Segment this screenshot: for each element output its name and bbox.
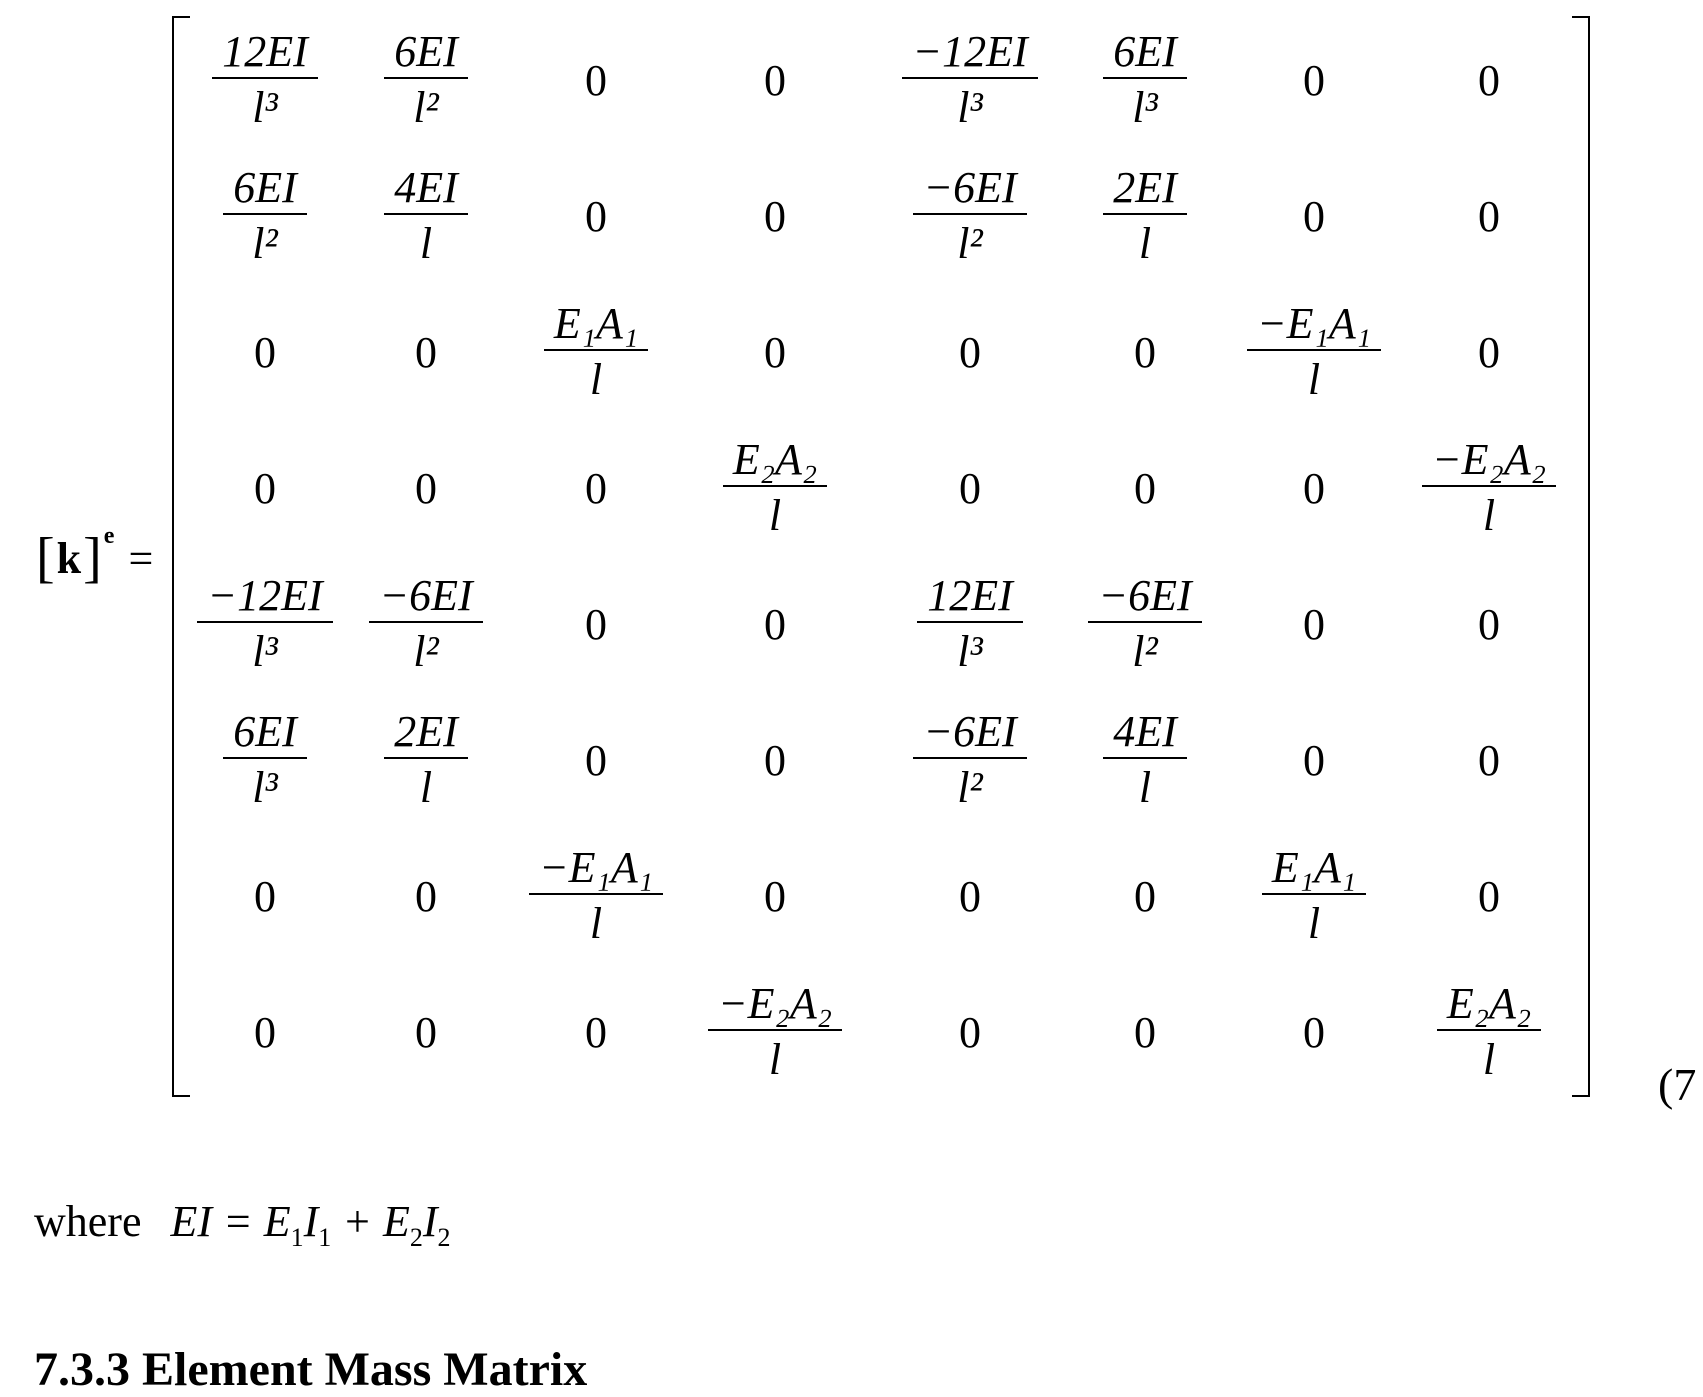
matrix-cell — [340, 964, 512, 1100]
where-equals: = — [212, 1197, 264, 1246]
matrix-cell — [680, 12, 870, 148]
matrix-cell — [190, 964, 340, 1100]
fraction-numerator: E₂A₂ — [1437, 981, 1541, 1031]
fraction — [723, 434, 827, 540]
where-clause — [34, 1196, 451, 1253]
fraction-denominator: l³ — [1132, 83, 1158, 132]
fraction — [913, 162, 1026, 268]
fraction — [1247, 298, 1381, 404]
matrix-entry: 0 — [959, 463, 981, 513]
fraction-numerator: −6EI — [369, 573, 482, 623]
matrix-entry: 0 — [1134, 871, 1156, 921]
fraction-denominator: l — [589, 355, 603, 404]
matrix-entry: 0 — [415, 1007, 437, 1057]
fraction — [529, 842, 663, 948]
plus-sign: + — [331, 1197, 383, 1246]
fraction-denominator: l — [1307, 899, 1321, 948]
matrix-entry: 0 — [1303, 463, 1325, 513]
matrix-cell — [1070, 148, 1220, 284]
matrix-cell — [870, 556, 1070, 692]
matrix-entry: 0 — [254, 463, 276, 513]
fraction-denominator: l³ — [252, 83, 278, 132]
fraction — [197, 570, 332, 676]
matrix-entry: 0 — [764, 735, 786, 785]
fraction — [917, 570, 1023, 676]
fraction — [384, 162, 468, 268]
matrix-cell — [340, 692, 512, 828]
matrix-cell — [512, 964, 680, 1100]
matrix-cell — [512, 148, 680, 284]
matrix-cell — [1408, 148, 1570, 284]
matrix-cell — [680, 692, 870, 828]
matrix-cell — [1408, 964, 1570, 1100]
matrix-cell — [190, 284, 340, 420]
fraction-denominator: l² — [957, 219, 983, 268]
e2-subscript: 2 — [409, 1222, 423, 1252]
matrix-cell — [680, 148, 870, 284]
e2-symbol: E — [382, 1197, 410, 1246]
fraction-denominator: l — [768, 491, 782, 540]
matrix-entry: 0 — [959, 327, 981, 377]
fraction-numerator: E₁A₁ — [1262, 845, 1366, 895]
matrix-cell — [870, 692, 1070, 828]
matrix-entry: 0 — [1478, 327, 1500, 377]
i1-symbol: I — [303, 1197, 319, 1246]
fraction-denominator: l³ — [957, 83, 983, 132]
fraction — [913, 706, 1026, 812]
fraction — [369, 570, 482, 676]
matrix-entry: 0 — [585, 191, 607, 241]
matrix-cell — [870, 148, 1070, 284]
matrix-entry: 0 — [1134, 327, 1156, 377]
fraction-denominator: l³ — [252, 627, 278, 676]
matrix-cell — [1070, 556, 1220, 692]
matrix-cell — [680, 964, 870, 1100]
matrix-entry: 0 — [415, 327, 437, 377]
matrix-entry: 0 — [585, 463, 607, 513]
matrix-cell — [1070, 964, 1220, 1100]
fraction-denominator: l² — [252, 219, 278, 268]
where-word: where — [34, 1197, 142, 1246]
equals-sign: = — [128, 533, 154, 583]
matrix-cell — [680, 556, 870, 692]
element-superscript: e — [103, 522, 115, 549]
fraction-numerator: −6EI — [913, 165, 1026, 215]
matrix-entry: 0 — [585, 1007, 607, 1057]
matrix-cell — [340, 284, 512, 420]
matrix-entry: 0 — [415, 463, 437, 513]
fraction-denominator: l — [768, 1035, 782, 1084]
ei-definition — [170, 1197, 451, 1252]
fraction-numerator: 2EI — [1103, 165, 1187, 215]
fraction-denominator: l — [1482, 491, 1496, 540]
matrix-entry: 0 — [415, 871, 437, 921]
fraction-denominator: l² — [413, 627, 439, 676]
fraction-numerator: −E₁A₁ — [1247, 301, 1381, 351]
matrix-entry: 0 — [764, 871, 786, 921]
fraction-numerator: −12EI — [902, 29, 1037, 79]
matrix-cell — [1408, 692, 1570, 828]
matrix-entry: 0 — [1303, 1007, 1325, 1057]
fraction-denominator: l³ — [957, 627, 983, 676]
matrix-cell — [190, 12, 340, 148]
e1-subscript: 1 — [290, 1222, 304, 1252]
ei-symbol: EI — [170, 1197, 213, 1246]
matrix-cell — [680, 284, 870, 420]
fraction — [1422, 434, 1556, 540]
matrix-cell — [1070, 420, 1220, 556]
matrix-cell — [1220, 964, 1408, 1100]
i2-symbol: I — [422, 1197, 438, 1246]
matrix-cell — [190, 692, 340, 828]
i1-subscript: 1 — [318, 1222, 332, 1252]
matrix-cell — [512, 828, 680, 964]
fraction-denominator: l — [419, 219, 433, 268]
matrix-entry: 0 — [1303, 191, 1325, 241]
fraction — [1088, 570, 1201, 676]
matrix-right-bracket — [1572, 16, 1590, 1097]
matrix-entry: 0 — [1134, 1007, 1156, 1057]
fraction-denominator: l — [419, 763, 433, 812]
fraction-numerator: 6EI — [223, 709, 307, 759]
matrix-cell — [190, 828, 340, 964]
matrix-cell — [680, 828, 870, 964]
matrix-cell — [870, 964, 1070, 1100]
matrix-entry: 0 — [1134, 463, 1156, 513]
matrix-cell — [512, 12, 680, 148]
matrix-entry: 0 — [1478, 871, 1500, 921]
matrix-entry: 0 — [1478, 599, 1500, 649]
matrix-entry: 0 — [1478, 735, 1500, 785]
matrix-cell — [870, 420, 1070, 556]
matrix-cell — [340, 828, 512, 964]
matrix-cell — [340, 12, 512, 148]
matrix-cell — [1220, 692, 1408, 828]
fraction-denominator: l — [1482, 1035, 1496, 1084]
matrix-cell — [190, 148, 340, 284]
matrix-cell — [1070, 692, 1220, 828]
matrix-entry: 0 — [254, 327, 276, 377]
fraction-numerator: E₂A₂ — [723, 437, 827, 487]
matrix-left-bracket — [172, 16, 190, 1097]
fraction-denominator: l — [589, 899, 603, 948]
fraction — [223, 162, 307, 268]
fraction — [1103, 26, 1187, 132]
fraction-denominator: l — [1138, 763, 1152, 812]
matrix-cell — [512, 284, 680, 420]
fraction — [1437, 978, 1541, 1084]
matrix-cell — [512, 556, 680, 692]
matrix-cell — [1070, 12, 1220, 148]
matrix-cell — [190, 556, 340, 692]
fraction-numerator: −6EI — [1088, 573, 1201, 623]
matrix-symbol — [36, 520, 153, 596]
matrix-cell — [1220, 828, 1408, 964]
matrix-cell — [1408, 284, 1570, 420]
fraction-numerator: 6EI — [1103, 29, 1187, 79]
fraction-denominator: l² — [957, 763, 983, 812]
matrix-cell — [340, 148, 512, 284]
fraction-numerator: 6EI — [384, 29, 468, 79]
matrix-cell — [1220, 556, 1408, 692]
stiffness-matrix — [190, 12, 1570, 1100]
fraction-numerator: −E₂A₂ — [708, 981, 842, 1031]
matrix-cell — [1408, 12, 1570, 148]
matrix-cell — [512, 420, 680, 556]
matrix-cell — [512, 692, 680, 828]
fraction-numerator: 12EI — [917, 573, 1023, 623]
matrix-entry: 0 — [254, 1007, 276, 1057]
matrix-entry: 0 — [764, 55, 786, 105]
fraction-numerator: 4EI — [384, 165, 468, 215]
matrix-cell — [1070, 828, 1220, 964]
matrix-cell — [680, 420, 870, 556]
fraction — [384, 26, 468, 132]
matrix-entry: 0 — [585, 599, 607, 649]
matrix-cell — [1408, 828, 1570, 964]
matrix-entry: 0 — [764, 327, 786, 377]
matrix-entry: 0 — [1478, 191, 1500, 241]
matrix-cell — [340, 420, 512, 556]
matrix-cell — [340, 556, 512, 692]
fraction-numerator: 2EI — [384, 709, 468, 759]
close-bracket: ] — [83, 527, 102, 589]
matrix-entry: 0 — [959, 1007, 981, 1057]
fraction-denominator: l² — [1132, 627, 1158, 676]
matrix-entry: 0 — [1478, 55, 1500, 105]
matrix-cell — [1070, 284, 1220, 420]
fraction-numerator: E₁A₁ — [544, 301, 648, 351]
open-bracket: [ — [36, 527, 55, 589]
fraction — [384, 706, 468, 812]
fraction-denominator: l² — [413, 83, 439, 132]
equation-number: (7 — [1658, 1059, 1697, 1110]
section-heading: 7.3.3 Element Mass Matrix — [34, 1343, 588, 1396]
matrix-entry: 0 — [254, 871, 276, 921]
fraction-numerator: 4EI — [1103, 709, 1187, 759]
matrix-entry: 0 — [1303, 55, 1325, 105]
matrix-cell — [1408, 556, 1570, 692]
fraction-numerator: −12EI — [197, 573, 332, 623]
matrix-entry: 0 — [585, 735, 607, 785]
matrix-cell — [1220, 148, 1408, 284]
matrix-entry: 0 — [1303, 735, 1325, 785]
matrix-cell — [1408, 420, 1570, 556]
fraction-numerator: −E₁A₁ — [529, 845, 663, 895]
matrix-entry: 0 — [1303, 599, 1325, 649]
fraction-denominator: l — [1138, 219, 1152, 268]
fraction-denominator: l — [1307, 355, 1321, 404]
matrix-cell — [190, 420, 340, 556]
matrix-entry: 0 — [764, 191, 786, 241]
matrix-cell — [870, 284, 1070, 420]
fraction — [708, 978, 842, 1084]
matrix-cell — [870, 828, 1070, 964]
i2-subscript: 2 — [437, 1222, 451, 1252]
fraction-numerator: −E₂A₂ — [1422, 437, 1556, 487]
matrix-cell — [1220, 420, 1408, 556]
fraction — [902, 26, 1037, 132]
fraction — [223, 706, 307, 812]
matrix-cell — [1220, 12, 1408, 148]
matrix-entry: 0 — [764, 599, 786, 649]
fraction-numerator: 12EI — [212, 29, 318, 79]
fraction — [544, 298, 648, 404]
fraction — [212, 26, 318, 132]
matrix-cell — [1220, 284, 1408, 420]
fraction-numerator: −6EI — [913, 709, 1026, 759]
fraction — [1262, 842, 1366, 948]
fraction — [1103, 706, 1187, 812]
fraction-numerator: 6EI — [223, 165, 307, 215]
fraction — [1103, 162, 1187, 268]
matrix-letter: k — [56, 533, 82, 583]
matrix-entry: 0 — [585, 55, 607, 105]
matrix-cell — [870, 12, 1070, 148]
e1-symbol: E — [263, 1197, 291, 1246]
fraction-denominator: l³ — [252, 763, 278, 812]
matrix-entry: 0 — [959, 871, 981, 921]
